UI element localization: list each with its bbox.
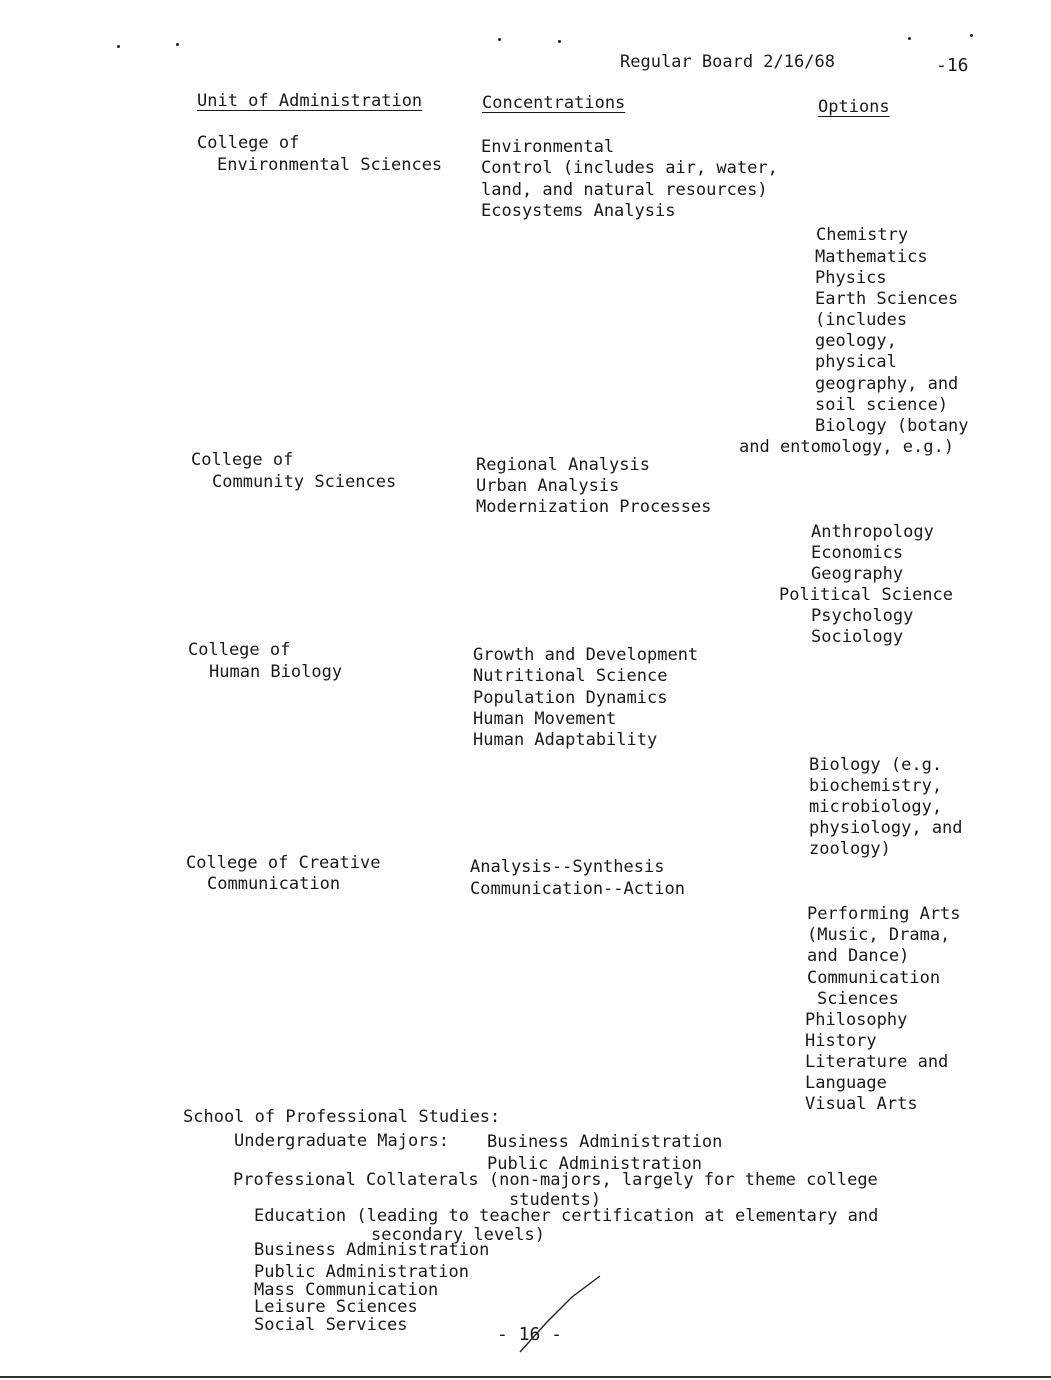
option-item: Literature and (805, 1052, 949, 1072)
option-item: Visual Arts (805, 1094, 918, 1114)
collateral-item: Public Administration (254, 1262, 469, 1282)
option-item: Political Science (779, 585, 953, 605)
option-item: (includes (815, 310, 908, 330)
majors-label: Undergraduate Majors: (234, 1131, 449, 1151)
concentration-item: Growth and Development (473, 645, 699, 665)
column-heading-unit: Unit of Administration (197, 91, 423, 111)
option-item: soil science) (815, 395, 949, 415)
unit-name: College of (188, 640, 291, 660)
major-item: Public Administration (487, 1154, 702, 1174)
speck (558, 40, 561, 43)
option-item: Economics (811, 543, 904, 563)
option-item: Biology (e.g. (809, 755, 943, 775)
unit-name: College of (197, 133, 300, 153)
option-item: Earth Sciences (815, 289, 959, 309)
concentration-item: Human Movement (473, 709, 617, 729)
option-item: Performing Arts (807, 904, 961, 924)
collaterals-line: Professional Collaterals (non-majors, largely for theme college (233, 1170, 878, 1190)
column-heading-concentrations: Concentrations (482, 93, 626, 113)
option-item: Sociology (811, 627, 904, 647)
concentration-item: Analysis--Synthesis (470, 857, 665, 877)
option-item: Sciences (817, 989, 899, 1009)
concentration-item: Urban Analysis (476, 476, 620, 496)
option-item: zoology) (809, 839, 891, 859)
unit-name: Community Sciences (212, 472, 397, 492)
concentration-item: Population Dynamics (473, 688, 668, 708)
major-item: Business Administration (487, 1132, 723, 1152)
header-title: Regular Board 2/16/68 (620, 52, 835, 72)
concentration-item: Control (includes air, water, (481, 158, 778, 178)
option-item: and Dance) (807, 946, 910, 966)
option-item: Biology (botany (815, 416, 969, 436)
concentration-item: Regional Analysis (476, 455, 650, 475)
concentration-item: Environmental (481, 137, 615, 157)
option-item: Communication (807, 968, 941, 988)
education-line: Education (leading to teacher certification at elementary and (254, 1206, 879, 1226)
option-item: (Music, Drama, (807, 925, 951, 945)
concentration-item: Communication--Action (470, 879, 685, 899)
speck (970, 34, 973, 37)
concentration-item: Ecosystems Analysis (481, 201, 676, 221)
column-heading-options: Options (818, 97, 890, 117)
concentration-item: Nutritional Science (473, 666, 668, 686)
option-item: Anthropology (811, 522, 934, 542)
speck (176, 43, 179, 46)
option-item: geography, and (815, 374, 959, 394)
option-item: Chemistry (816, 225, 909, 245)
option-item: Psychology (811, 606, 914, 626)
option-item: Language (805, 1073, 887, 1093)
concentration-item: Human Adaptability (473, 730, 658, 750)
speck (117, 45, 120, 48)
bottom-edge-rule (0, 1376, 1051, 1378)
option-item: Physics (815, 268, 887, 288)
option-item: History (805, 1031, 877, 1051)
unit-name: Human Biology (209, 662, 343, 682)
option-item: and entomology, e.g.) (739, 437, 954, 457)
unit-name: Environmental Sciences (217, 155, 443, 175)
footer-page-marker: - 16 - (497, 1324, 563, 1345)
unit-name: College of Creative (186, 853, 381, 873)
collateral-item: Social Services (254, 1315, 408, 1335)
option-item: biochemistry, (809, 776, 943, 796)
option-item: Mathematics (815, 247, 928, 267)
collateral-item: Business Administration (254, 1240, 490, 1260)
unit-name: Communication (207, 874, 341, 894)
option-item: physical (815, 352, 897, 372)
professional-heading: School of Professional Studies: (183, 1107, 501, 1127)
option-item: physiology, and (809, 818, 963, 838)
collateral-item: Leisure Sciences (254, 1297, 418, 1317)
option-item: geology, (815, 331, 897, 351)
collateral-item: Mass Communication (254, 1280, 439, 1300)
unit-name: College of (191, 450, 294, 470)
speck (908, 37, 911, 40)
pen-stroke-mark (512, 1272, 607, 1357)
option-item: Philosophy (805, 1010, 908, 1030)
header-page-number: -16 (936, 55, 969, 76)
speck (498, 38, 501, 41)
option-item: microbiology, (809, 797, 943, 817)
concentration-item: land, and natural resources) (481, 180, 768, 200)
education-line: secondary levels) (371, 1225, 545, 1245)
collaterals-line: students) (509, 1190, 602, 1210)
option-item: Geography (811, 564, 904, 584)
concentration-item: Modernization Processes (476, 497, 712, 517)
